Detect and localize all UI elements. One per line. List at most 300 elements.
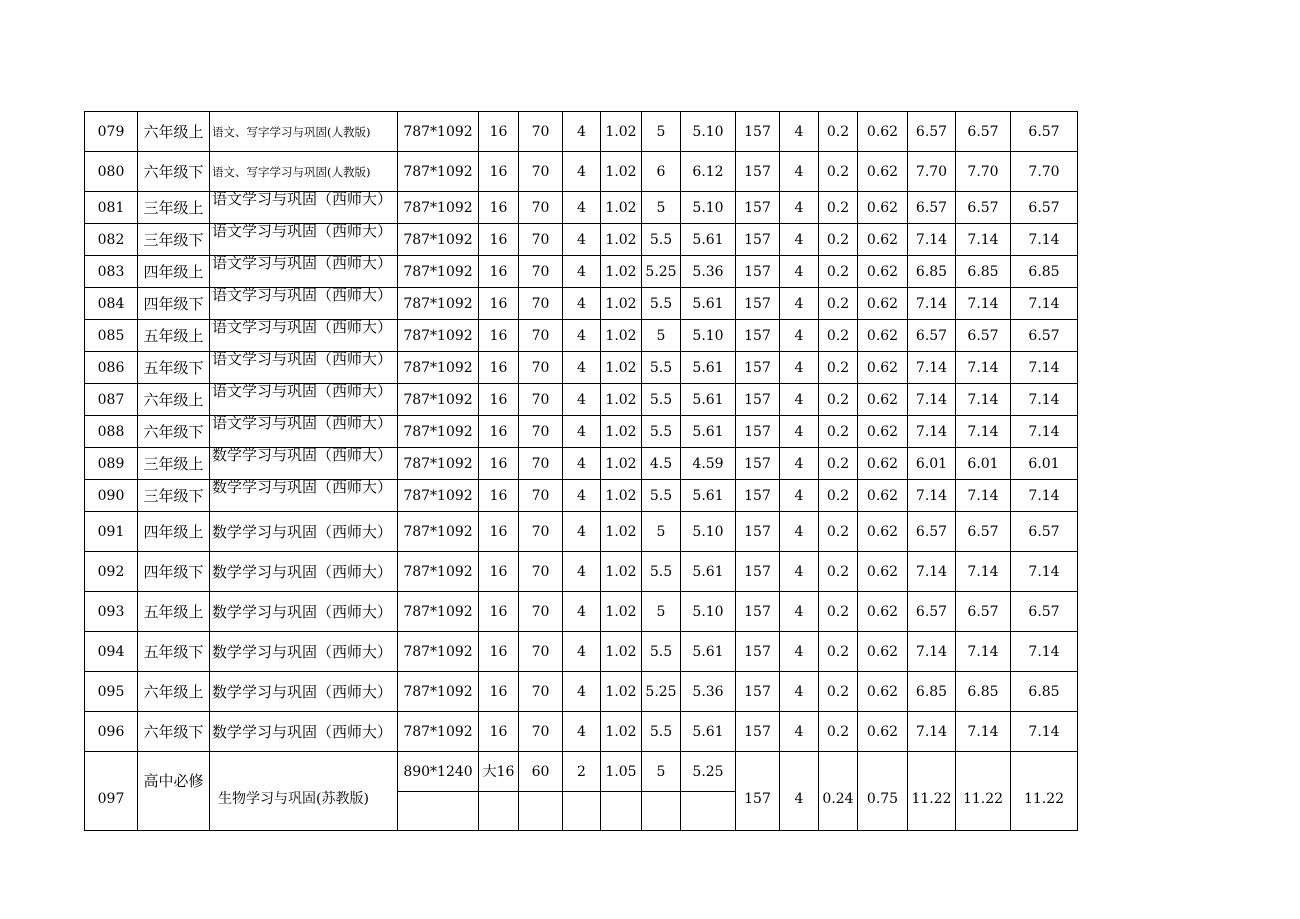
cell-sheets: 5.5 (642, 288, 681, 320)
cell-no: 082 (85, 224, 138, 256)
cell-size: 787*1092 (398, 320, 479, 352)
cell-size: 787*1092 (398, 112, 479, 152)
cell-col15: 6.57 (1011, 112, 1078, 152)
cell-col9: 157 (736, 352, 780, 384)
cell-col12: 0.62 (858, 320, 908, 352)
cell-col14: 6.01 (956, 448, 1011, 480)
cell-sheets: 5.5 (642, 552, 681, 592)
cell-col12: 0.62 (858, 152, 908, 192)
table-row (85, 256, 1078, 288)
cell-format: 16 (479, 632, 519, 672)
cell-col15: 6.85 (1011, 672, 1078, 712)
cell-col11: 0.2 (819, 112, 858, 152)
cell-col8: 5.61 (681, 552, 736, 592)
cell-gsm: 60 (519, 752, 563, 792)
cell-col6: 1.02 (601, 552, 642, 592)
cell-gsm: 70 (519, 288, 563, 320)
cell-title: 语文学习与巩固（西师大） (210, 224, 398, 256)
cell-col15: 7.14 (1011, 352, 1078, 384)
cell-grade: 三年级上 (138, 448, 210, 480)
cell-no: 093 (85, 592, 138, 632)
price-table-sheet (84, 111, 1078, 807)
cell-grade: 三年级下 (138, 480, 210, 512)
cell-sheets: 5.5 (642, 224, 681, 256)
cell-col9: 157 (736, 712, 780, 752)
cell-col9: 157 (736, 112, 780, 152)
table-row (85, 448, 1078, 480)
table-row (85, 152, 1078, 192)
cell-size: 787*1092 (398, 256, 479, 288)
cell-grade: 五年级上 (138, 320, 210, 352)
cell-size: 787*1092 (398, 416, 479, 448)
cell-col6: 1.02 (601, 672, 642, 712)
cell-col11: 0.2 (819, 448, 858, 480)
cell-sheets: 5 (642, 112, 681, 152)
cell-size: 787*1092 (398, 384, 479, 416)
cell-col13: 6.85 (908, 672, 956, 712)
cell-gsm: 70 (519, 480, 563, 512)
cell-title: 数学学习与巩固（西师大） (210, 672, 398, 712)
cell-size: 787*1092 (398, 552, 479, 592)
cell-col12: 0.62 (858, 416, 908, 448)
table-row (85, 512, 1078, 552)
cell-col14: 7.14 (956, 632, 1011, 672)
cell-gsm: 70 (519, 592, 563, 632)
cell-col12: 0.62 (858, 672, 908, 712)
cell-size: 787*1092 (398, 448, 479, 480)
cell-size: 787*1092 (398, 512, 479, 552)
table-row (85, 192, 1078, 224)
cell-title: 语文、写字学习与巩固(人教版) (210, 152, 398, 192)
cell-col14: 7.70 (956, 152, 1011, 192)
cell-col15: 7.14 (1011, 416, 1078, 448)
cell-col5: 4 (563, 112, 601, 152)
cell-col9: 157 (736, 288, 780, 320)
cell-col15: 6.57 (1011, 192, 1078, 224)
cell-col15: 6.57 (1011, 320, 1078, 352)
cell-col12: 0.62 (858, 480, 908, 512)
cell-col14: 7.14 (956, 480, 1011, 512)
cell-no: 089 (85, 448, 138, 480)
cell-no: 083 (85, 256, 138, 288)
cell-col6: 1.02 (601, 352, 642, 384)
cell-format: 16 (479, 192, 519, 224)
cell-col9: 157 (736, 224, 780, 256)
cell-col10: 4 (780, 480, 819, 512)
table-row (85, 320, 1078, 352)
cell-col6: 1.02 (601, 320, 642, 352)
cell-size: 787*1092 (398, 152, 479, 192)
cell-format: 16 (479, 112, 519, 152)
cell-col11: 0.2 (819, 712, 858, 752)
cell-col15: 6.01 (1011, 448, 1078, 480)
cell-col14: 7.14 (956, 712, 1011, 752)
cell-col8: 6.12 (681, 152, 736, 192)
cell-col12: 0.62 (858, 512, 908, 552)
cell-empty (642, 792, 681, 831)
cell-no: 086 (85, 352, 138, 384)
cell-col10: 4 (780, 112, 819, 152)
cell-sheets: 5.25 (642, 256, 681, 288)
cell-col10: 4 (780, 152, 819, 192)
cell-grade: 六年级上 (138, 384, 210, 416)
cell-col5: 4 (563, 512, 601, 552)
cell-col10: 4 (780, 384, 819, 416)
cell-gsm: 70 (519, 512, 563, 552)
table-row (85, 352, 1078, 384)
cell-no: 080 (85, 152, 138, 192)
cell-sheets: 6 (642, 152, 681, 192)
cell-col14: 7.14 (956, 224, 1011, 256)
cell-col8: 5.61 (681, 480, 736, 512)
cell-col9: 157 (736, 672, 780, 712)
cell-col14: 6.57 (956, 112, 1011, 152)
cell-format: 16 (479, 384, 519, 416)
cell-title: 语文学习与巩固（西师大） (210, 192, 398, 224)
cell-format: 16 (479, 352, 519, 384)
cell-empty (681, 792, 736, 831)
cell-col14: 6.57 (956, 592, 1011, 632)
cell-col5: 4 (563, 632, 601, 672)
cell-col13: 7.14 (908, 416, 956, 448)
table-body (85, 112, 1078, 831)
cell-col14: 7.14 (956, 552, 1011, 592)
cell-title: 数学学习与巩固（西师大） (210, 552, 398, 592)
cell-sheets: 5 (642, 592, 681, 632)
cell-col11: 0.2 (819, 152, 858, 192)
cell-col9: 157 (736, 320, 780, 352)
cell-col8: 5.10 (681, 320, 736, 352)
cell-title: 语文学习与巩固（西师大） (210, 256, 398, 288)
cell-grade: 三年级上 (138, 192, 210, 224)
cell-col14: 6.57 (956, 192, 1011, 224)
cell-grade: 高中必修 (138, 752, 210, 831)
cell-size: 787*1092 (398, 672, 479, 712)
cell-col10: 4 (780, 448, 819, 480)
cell-col10: 4 (780, 512, 819, 552)
cell-col6: 1.02 (601, 512, 642, 552)
cell-col11: 0.2 (819, 224, 858, 256)
cell-col6: 1.02 (601, 192, 642, 224)
cell-no: 095 (85, 672, 138, 712)
cell-col13: 7.70 (908, 152, 956, 192)
cell-grade: 五年级上 (138, 592, 210, 632)
cell-col9: 157 (736, 192, 780, 224)
cell-format: 16 (479, 480, 519, 512)
cell-size: 787*1092 (398, 632, 479, 672)
cell-col12: 0.62 (858, 592, 908, 632)
cell-col5: 4 (563, 288, 601, 320)
table-row (85, 288, 1078, 320)
cell-col8: 5.36 (681, 256, 736, 288)
cell-col11: 0.2 (819, 480, 858, 512)
cell-title: 数学学习与巩固（西师大） (210, 712, 398, 752)
cell-gsm: 70 (519, 192, 563, 224)
cell-col14: 7.14 (956, 384, 1011, 416)
cell-grade: 六年级下 (138, 712, 210, 752)
cell-col5: 4 (563, 448, 601, 480)
cell-no: 096 (85, 712, 138, 752)
cell-col12: 0.62 (858, 632, 908, 672)
cell-col10: 4 (780, 752, 819, 831)
cell-title: 数学学习与巩固（西师大） (210, 480, 398, 512)
cell-sheets: 5 (642, 752, 681, 792)
table-row (85, 752, 1078, 792)
cell-sheets: 5 (642, 320, 681, 352)
cell-col12: 0.62 (858, 224, 908, 256)
cell-title: 语文学习与巩固（西师大） (210, 288, 398, 320)
cell-no: 097 (85, 752, 138, 831)
cell-col5: 4 (563, 320, 601, 352)
cell-col15: 7.14 (1011, 712, 1078, 752)
cell-col15: 6.57 (1011, 592, 1078, 632)
cell-grade: 五年级下 (138, 352, 210, 384)
cell-col11: 0.2 (819, 352, 858, 384)
cell-col14: 6.85 (956, 256, 1011, 288)
cell-col15: 6.85 (1011, 256, 1078, 288)
cell-no: 091 (85, 512, 138, 552)
cell-col13: 6.01 (908, 448, 956, 480)
table-row (85, 480, 1078, 512)
cell-format: 16 (479, 320, 519, 352)
cell-title: 数学学习与巩固（西师大） (210, 512, 398, 552)
cell-sheets: 5.25 (642, 672, 681, 712)
cell-col12: 0.62 (858, 256, 908, 288)
cell-col5: 4 (563, 152, 601, 192)
cell-size: 787*1092 (398, 288, 479, 320)
cell-no: 090 (85, 480, 138, 512)
cell-col10: 4 (780, 256, 819, 288)
cell-col8: 5.61 (681, 632, 736, 672)
cell-col9: 157 (736, 752, 780, 831)
cell-col10: 4 (780, 632, 819, 672)
cell-col15: 7.14 (1011, 224, 1078, 256)
cell-col13: 6.57 (908, 512, 956, 552)
cell-col12: 0.62 (858, 712, 908, 752)
cell-title: 数学学习与巩固（西师大） (210, 632, 398, 672)
cell-col11: 0.2 (819, 256, 858, 288)
cell-size: 787*1092 (398, 712, 479, 752)
cell-col11: 0.24 (819, 752, 858, 831)
cell-col8: 5.25 (681, 752, 736, 792)
cell-col6: 1.02 (601, 712, 642, 752)
table-row (85, 112, 1078, 152)
cell-col13: 7.14 (908, 288, 956, 320)
cell-no: 079 (85, 112, 138, 152)
cell-col11: 0.2 (819, 632, 858, 672)
cell-col14: 7.14 (956, 288, 1011, 320)
cell-title: 语文、写字学习与巩固(人教版) (210, 112, 398, 152)
cell-sheets: 5 (642, 512, 681, 552)
cell-col8: 5.61 (681, 352, 736, 384)
cell-col10: 4 (780, 288, 819, 320)
cell-col15: 7.14 (1011, 632, 1078, 672)
cell-sheets: 5.5 (642, 384, 681, 416)
cell-col12: 0.62 (858, 552, 908, 592)
cell-col5: 4 (563, 256, 601, 288)
cell-col15: 7.14 (1011, 384, 1078, 416)
cell-col15: 11.22 (1011, 752, 1078, 831)
cell-col13: 7.14 (908, 480, 956, 512)
cell-title: 语文学习与巩固（西师大） (210, 384, 398, 416)
cell-col8: 5.10 (681, 512, 736, 552)
cell-format: 16 (479, 552, 519, 592)
cell-col14: 7.14 (956, 352, 1011, 384)
cell-sheets: 5.5 (642, 632, 681, 672)
cell-sheets: 5.5 (642, 480, 681, 512)
cell-no: 085 (85, 320, 138, 352)
price-table (84, 111, 1078, 831)
cell-gsm: 70 (519, 712, 563, 752)
cell-col6: 1.02 (601, 288, 642, 320)
cell-col6: 1.02 (601, 384, 642, 416)
cell-col5: 4 (563, 480, 601, 512)
table-row (85, 592, 1078, 632)
cell-empty (398, 792, 479, 831)
cell-col14: 6.57 (956, 512, 1011, 552)
cell-col5: 4 (563, 224, 601, 256)
cell-gsm: 70 (519, 632, 563, 672)
cell-col12: 0.62 (858, 192, 908, 224)
cell-gsm: 70 (519, 384, 563, 416)
cell-col6: 1.02 (601, 112, 642, 152)
cell-col9: 157 (736, 448, 780, 480)
cell-col15: 7.14 (1011, 480, 1078, 512)
cell-gsm: 70 (519, 152, 563, 192)
cell-no: 087 (85, 384, 138, 416)
cell-grade: 四年级上 (138, 256, 210, 288)
cell-gsm: 70 (519, 352, 563, 384)
cell-col5: 4 (563, 552, 601, 592)
cell-col12: 0.62 (858, 448, 908, 480)
table-row (85, 712, 1078, 752)
cell-col6: 1.05 (601, 752, 642, 792)
table-row (85, 384, 1078, 416)
cell-col5: 4 (563, 712, 601, 752)
cell-col5: 4 (563, 384, 601, 416)
cell-col13: 7.14 (908, 352, 956, 384)
cell-col12: 0.62 (858, 112, 908, 152)
cell-grade: 六年级下 (138, 416, 210, 448)
cell-col5: 2 (563, 752, 601, 792)
cell-size: 787*1092 (398, 224, 479, 256)
cell-grade: 五年级下 (138, 632, 210, 672)
cell-col6: 1.02 (601, 224, 642, 256)
cell-title: 语文学习与巩固（西师大） (210, 320, 398, 352)
cell-col5: 4 (563, 192, 601, 224)
cell-col11: 0.2 (819, 320, 858, 352)
cell-sheets: 4.5 (642, 448, 681, 480)
cell-gsm: 70 (519, 448, 563, 480)
cell-col10: 4 (780, 320, 819, 352)
cell-col10: 4 (780, 224, 819, 256)
cell-format: 16 (479, 592, 519, 632)
cell-size: 787*1092 (398, 480, 479, 512)
cell-empty (479, 792, 519, 831)
cell-size: 787*1092 (398, 592, 479, 632)
cell-grade: 六年级上 (138, 112, 210, 152)
cell-format: 16 (479, 512, 519, 552)
cell-no: 094 (85, 632, 138, 672)
cell-col11: 0.2 (819, 672, 858, 712)
cell-col9: 157 (736, 152, 780, 192)
cell-sheets: 5.5 (642, 712, 681, 752)
cell-col13: 7.14 (908, 632, 956, 672)
cell-col9: 157 (736, 480, 780, 512)
cell-grade: 六年级下 (138, 152, 210, 192)
cell-col6: 1.02 (601, 592, 642, 632)
cell-col10: 4 (780, 712, 819, 752)
cell-col15: 7.70 (1011, 152, 1078, 192)
cell-gsm: 70 (519, 320, 563, 352)
cell-col5: 4 (563, 352, 601, 384)
cell-col11: 0.2 (819, 552, 858, 592)
cell-col14: 6.57 (956, 320, 1011, 352)
cell-col10: 4 (780, 592, 819, 632)
table-row (85, 632, 1078, 672)
cell-gsm: 70 (519, 256, 563, 288)
cell-col11: 0.2 (819, 288, 858, 320)
cell-col14: 6.85 (956, 672, 1011, 712)
cell-col8: 4.59 (681, 448, 736, 480)
cell-col13: 6.57 (908, 112, 956, 152)
cell-format: 16 (479, 712, 519, 752)
cell-col12: 0.62 (858, 288, 908, 320)
cell-empty (601, 792, 642, 831)
cell-sheets: 5.5 (642, 352, 681, 384)
cell-format: 16 (479, 448, 519, 480)
cell-col9: 157 (736, 384, 780, 416)
cell-format: 16 (479, 672, 519, 712)
cell-col11: 0.2 (819, 512, 858, 552)
cell-col9: 157 (736, 632, 780, 672)
cell-col14: 7.14 (956, 416, 1011, 448)
cell-title: 生物学习与巩固(苏教版) (210, 752, 398, 831)
cell-title: 数学学习与巩固（西师大） (210, 448, 398, 480)
cell-col8: 5.61 (681, 416, 736, 448)
cell-grade: 三年级下 (138, 224, 210, 256)
cell-title: 数学学习与巩固（西师大） (210, 592, 398, 632)
cell-col9: 157 (736, 552, 780, 592)
cell-col8: 5.10 (681, 112, 736, 152)
cell-no: 088 (85, 416, 138, 448)
cell-empty (519, 792, 563, 831)
cell-format: 16 (479, 224, 519, 256)
cell-format: 大16 (479, 752, 519, 792)
cell-grade: 四年级下 (138, 552, 210, 592)
cell-format: 16 (479, 416, 519, 448)
cell-format: 16 (479, 288, 519, 320)
cell-col10: 4 (780, 672, 819, 712)
cell-col13: 6.85 (908, 256, 956, 288)
table-row (85, 672, 1078, 712)
cell-no: 084 (85, 288, 138, 320)
cell-no: 092 (85, 552, 138, 592)
cell-col12: 0.75 (858, 752, 908, 831)
cell-format: 16 (479, 152, 519, 192)
cell-col6: 1.02 (601, 152, 642, 192)
cell-grade: 四年级上 (138, 512, 210, 552)
cell-col10: 4 (780, 552, 819, 592)
cell-gsm: 70 (519, 672, 563, 712)
cell-grade: 六年级上 (138, 672, 210, 712)
cell-col12: 0.62 (858, 384, 908, 416)
cell-col10: 4 (780, 352, 819, 384)
cell-col14: 11.22 (956, 752, 1011, 831)
cell-col13: 7.14 (908, 384, 956, 416)
cell-col6: 1.02 (601, 256, 642, 288)
cell-col11: 0.2 (819, 192, 858, 224)
